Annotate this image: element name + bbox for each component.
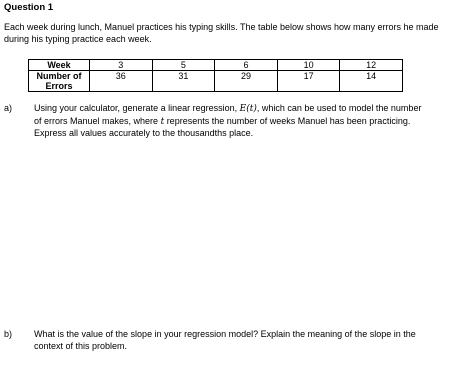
- table-cell: 17: [277, 71, 340, 92]
- part-a-letter: a): [4, 103, 13, 113]
- table-cell: 12: [340, 60, 403, 71]
- part-a: [4, 103, 450, 143]
- question-intro: Each week during lunch, Manuel practices his typing skills. The table below shows how many errors he made during his typing practice each week.: [4, 22, 439, 44]
- data-table: [28, 59, 403, 92]
- part-b-text: What is the value of the slope in your regression model? Explain the meaning of the slope in the context of this problem.: [34, 329, 416, 351]
- table-row-header: Number of Errors: [29, 71, 90, 92]
- part-a-text-segment: Using your calculator, generate a linear regression,: [34, 103, 240, 113]
- part-a-text-segment: represents the number of weeks Manuel has been practicing. Express all values accurately to the thousandths place.: [34, 115, 411, 138]
- table-cell: 6: [215, 60, 278, 71]
- table-cell: 3: [90, 60, 153, 71]
- part-a-text: [34, 103, 424, 140]
- table-cell: 10: [277, 60, 340, 71]
- part-b-letter: b): [4, 329, 13, 339]
- part-a-text-segment: , which can be used to model the number of errors Manuel makes, where: [34, 103, 422, 126]
- table-row-week: [29, 60, 403, 71]
- table-cell: 36: [90, 71, 153, 92]
- table-cell: 31: [152, 71, 215, 92]
- table-cell: 29: [215, 71, 278, 92]
- part-b: [4, 329, 450, 359]
- question-title: Question 1: [4, 2, 54, 13]
- math-variable-t: t: [160, 116, 165, 127]
- table-cell: 14: [340, 71, 403, 92]
- table-cell: 5: [152, 60, 215, 71]
- table-row-header: Week: [29, 60, 90, 71]
- table-row-errors: [29, 71, 403, 92]
- math-function-e-of-t: E(t): [239, 104, 257, 114]
